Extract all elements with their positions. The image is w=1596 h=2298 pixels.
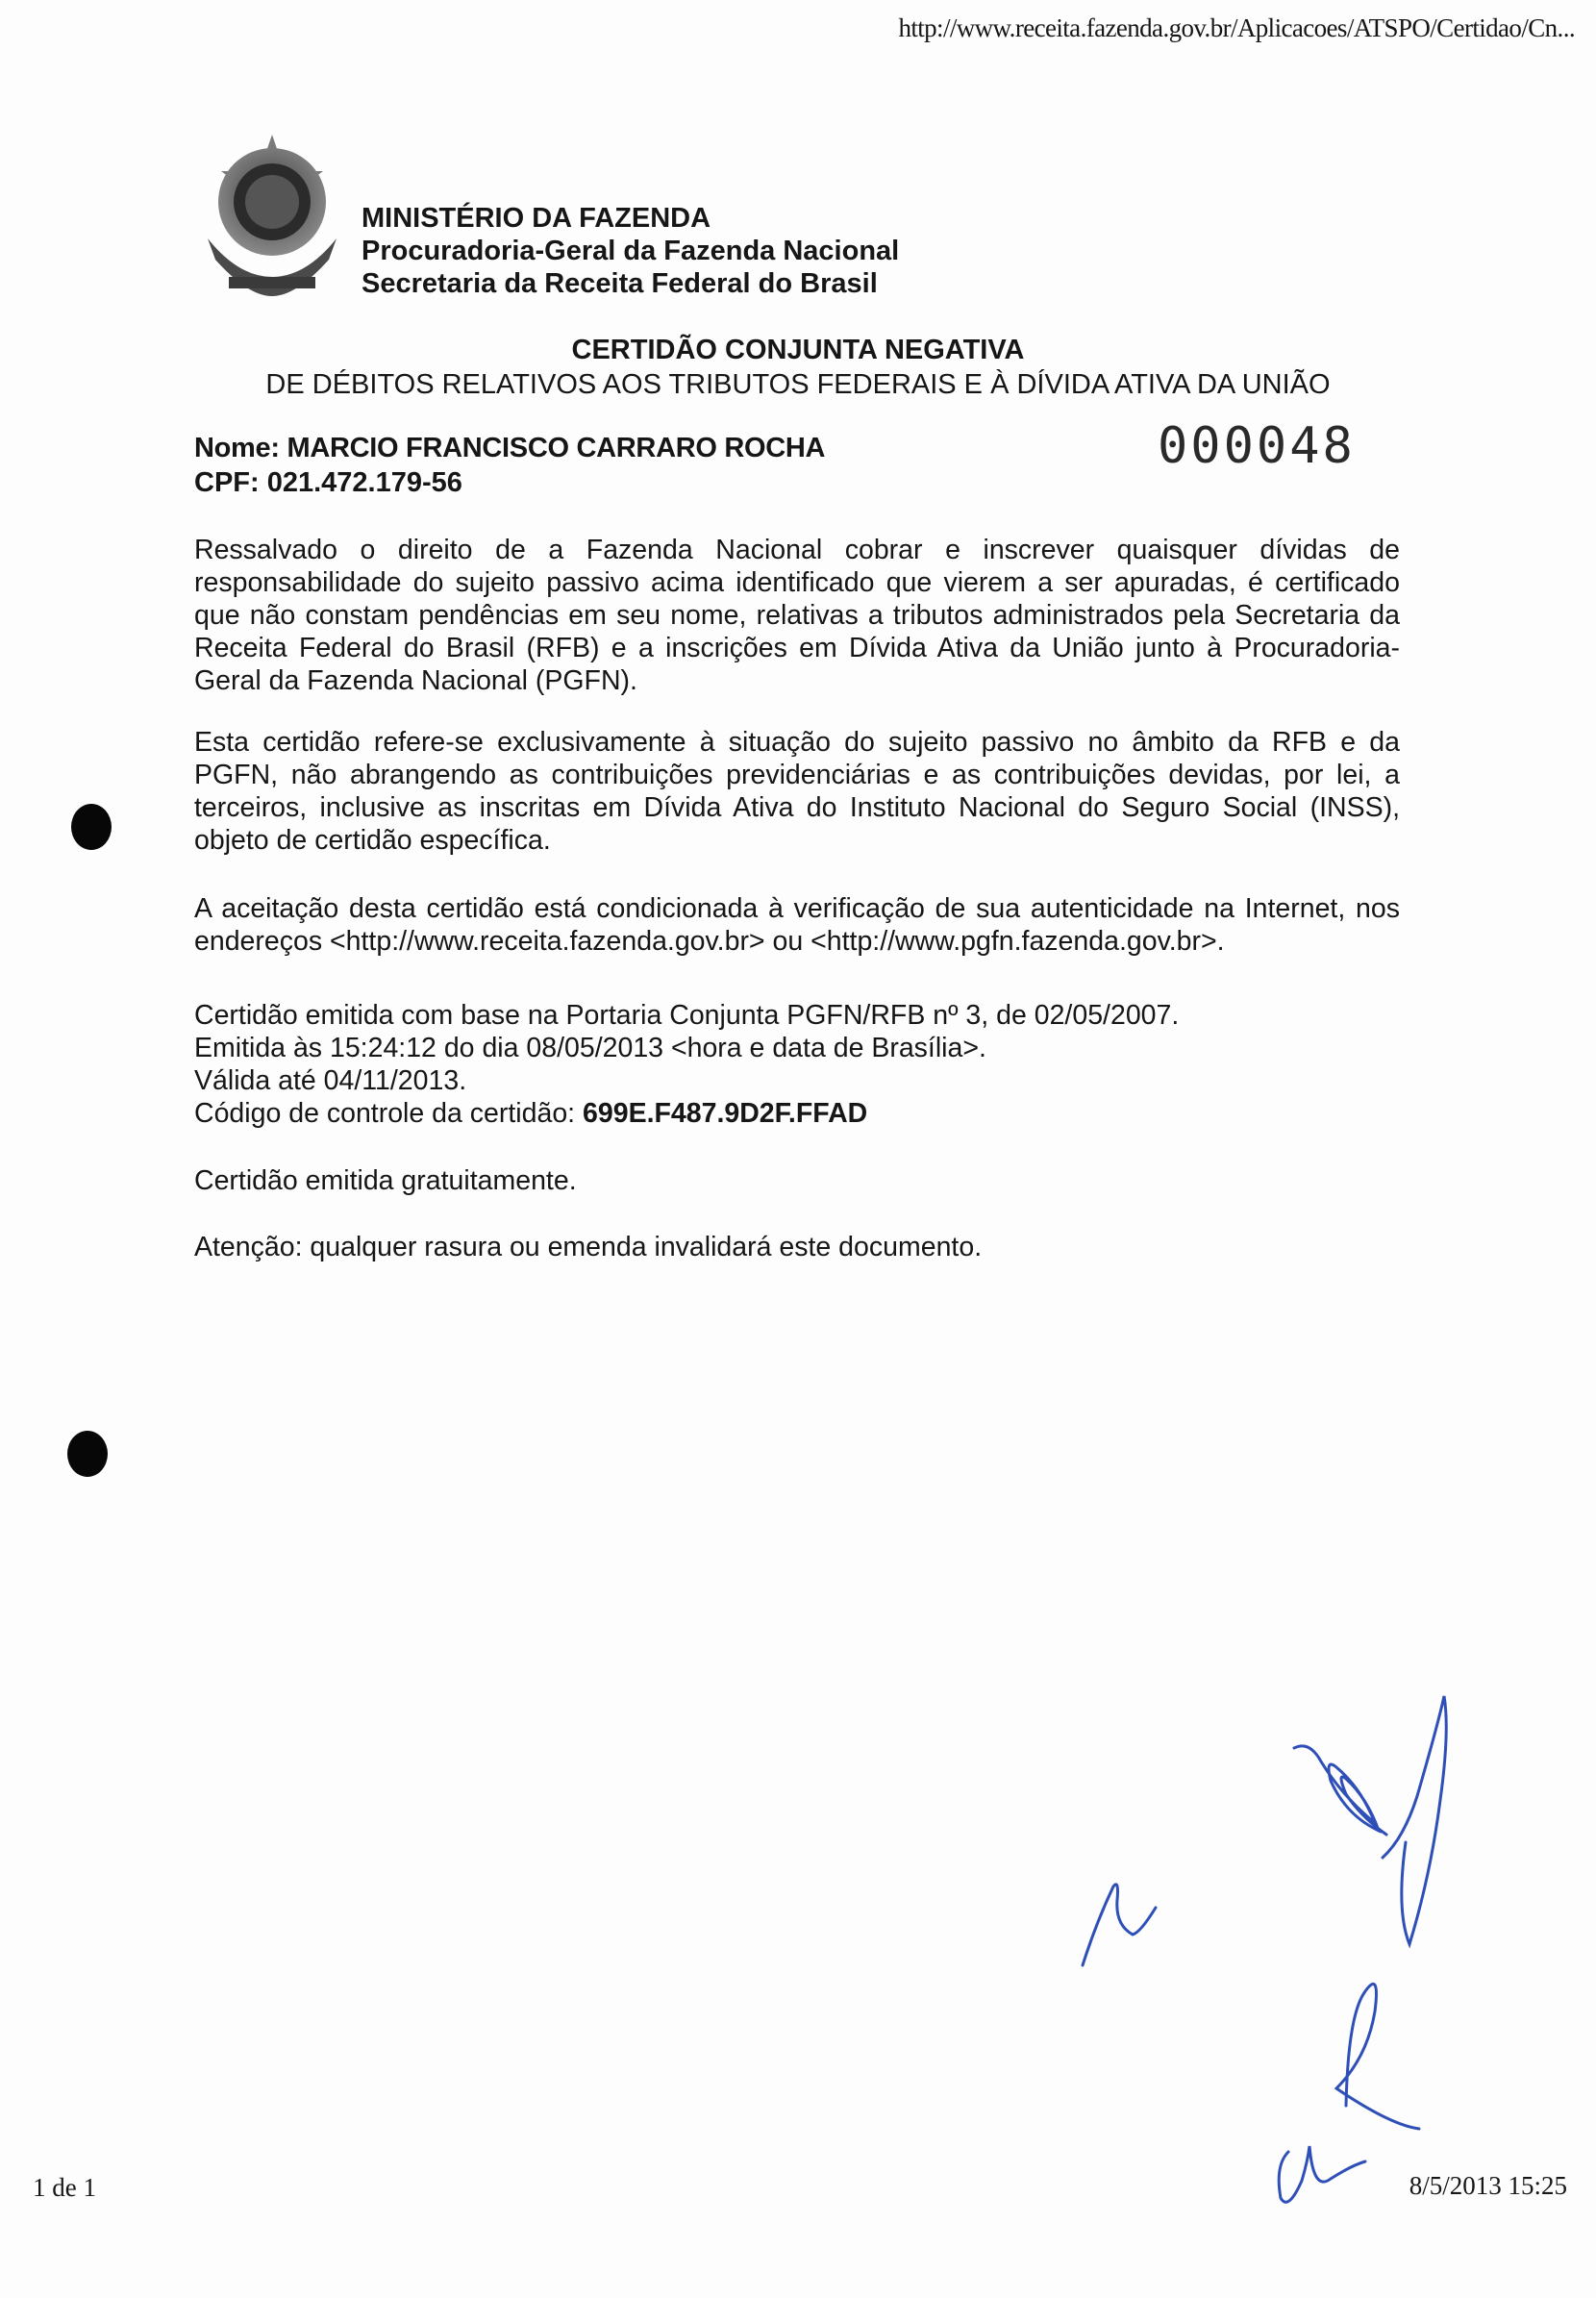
certificate-subtitle: DE DÉBITOS RELATIVOS AOS TRIBUTOS FEDERAIS E À DÍVIDA ATIVA DA UNIÃO (265, 369, 1331, 400)
name-label: Nome: (194, 433, 280, 463)
handwritten-signatures (1058, 1673, 1577, 2211)
page-count: 1 de 1 (33, 2173, 96, 2202)
ministry-name: MINISTÉRIO DA FAZENDA (362, 203, 711, 234)
warning-note: Atenção: qualquer rasura ou emenda invalidará este documento. (194, 1232, 983, 1262)
revenue-secretariat: Secretaria da Receita Federal do Brasil (362, 268, 878, 299)
valid-until: Válida até 04/11/2013. (194, 1065, 467, 1096)
certificate-title: CERTIDÃO CONJUNTA NEGATIVA (571, 335, 1025, 365)
print-url: http://www.receita.fazenda.gov.br/Aplicacoes/ATSPO/Certidao/Cn... (898, 13, 1575, 42)
taxpayer-cpf: 021.472.179-56 (266, 467, 462, 498)
control-code: 699E.F487.9D2F.FFAD (583, 1098, 868, 1129)
taxpayer-name-line (194, 433, 825, 464)
paragraph-scope: Esta certidão refere-se exclusivamente à situação do sujeito passivo no âmbito da RFB e da PGFN, não abrangendo as contribuições previdenciárias e as contribuições devidas, por lei, a terceiros, inclusive as inscritas em Dívida Ativa do Instituto Nacional do Seguro Social (INSS), objeto de certidão específica. (194, 727, 1400, 856)
issuer-header (362, 202, 899, 300)
paragraph-authenticity: A aceitação desta certidão está condicionada à verificação de sua autenticidade na Internet, nos endereços <http://www.receita.fazenda.gov.br> ou <http://www.pgfn.fazenda.gov.br>. (194, 893, 1400, 957)
paragraph-no-pending: Ressalvado o direito de a Fazenda Nacional cobrar e inscrever quaisquer dívidas de responsabilidade do sujeito passivo acima identificado que vierem a ser apuradas, é certificado que não constam pendências em seu nome, relativas a tributos administrados pela Secretaria da Receita Federal do Brasil (RFB) e a inscrições em Dívida Ativa da União junto à Procuradoria-Geral da Fazenda Nacional (PGFN). (194, 535, 1400, 696)
control-code-label: Código de controle da certidão: (194, 1098, 576, 1129)
issued-basis: Certidão emitida com base na Portaria Conjunta PGFN/RFB nº 3, de 02/05/2007. (194, 1000, 1180, 1031)
control-code-line (194, 1097, 1400, 1130)
taxpayer-name: MARCIO FRANCISCO CARRARO ROCHA (287, 433, 826, 463)
attorney-general-office: Procuradoria-Geral da Fazenda Nacional (362, 236, 900, 266)
taxpayer-cpf-line (194, 467, 462, 499)
cpf-label: CPF: (194, 467, 260, 498)
issued-at: Emitida às 15:24:12 do dia 08/05/2013 <hora e data de Brasília>. (194, 1033, 986, 1063)
brazil-coat-of-arms-icon (200, 133, 344, 306)
issuance-details (194, 999, 1400, 1130)
printed-datetime: 8/5/2013 15:25 (1409, 2171, 1567, 2200)
free-issue-note: Certidão emitida gratuitamente. (194, 1165, 577, 1196)
punch-hole (67, 1431, 108, 1477)
stamp-number: 000048 (1158, 417, 1356, 475)
punch-hole (71, 804, 112, 850)
